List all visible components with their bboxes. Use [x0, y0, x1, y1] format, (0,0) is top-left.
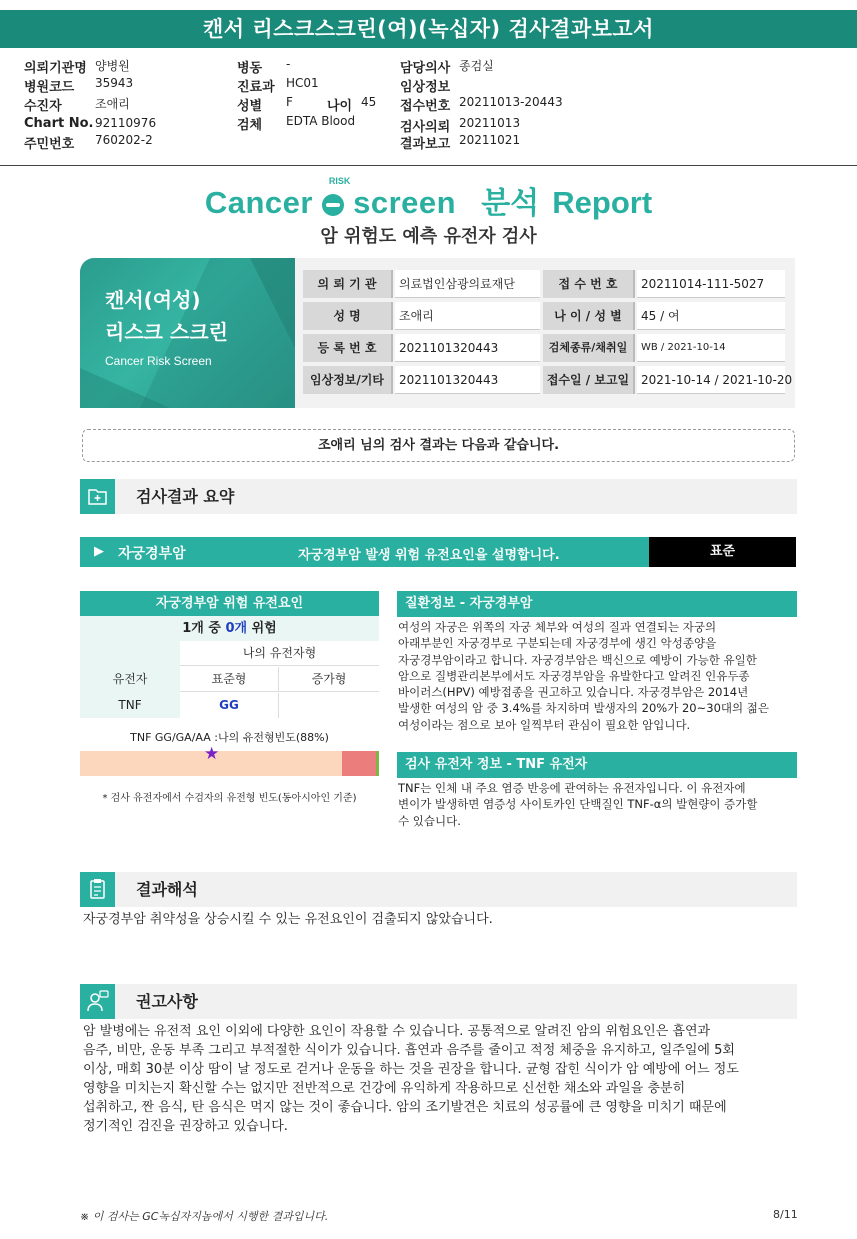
- disease-info-text: [398, 619, 798, 733]
- header-label: 의뢰기관명: [24, 61, 87, 76]
- header-value: 20211021: [459, 133, 521, 147]
- gene-header: 유전자: [80, 667, 180, 692]
- doctor-chat-icon: [80, 984, 115, 1019]
- greeting-box: 조애리 님의 검사 결과는 다음과 같습니다.: [82, 429, 795, 462]
- text-line: 변이가 발생하면 염증성 사이토카인 단백질인 TNF-α의 발현량이 증가할: [398, 797, 758, 812]
- header-value: F: [286, 95, 293, 109]
- card-title-line1: 캔서(여성): [105, 288, 201, 312]
- text-line: 발생한 여성의 암 중 3.4%를 차지하며 발생자의 20%가 20~30대의 젊은: [398, 701, 769, 716]
- genotype-header: 나의 유전자형: [180, 641, 379, 666]
- gene-info-title: 검사 유전자 정보 - TNF 유전자: [397, 752, 797, 778]
- text-line: TNF는 인체 내 주요 염증 반응에 관여하는 유전자입니다. 이 유전자에: [398, 781, 746, 795]
- text-line: 여성의 자궁은 위쪽의 자궁 체부와 여성의 질과 연결되는 자궁의: [398, 620, 717, 634]
- header-value: EDTA Blood: [286, 114, 356, 128]
- gene-name: TNF: [80, 693, 180, 718]
- risk-table-title: 자궁경부암 위험 유전요인: [80, 591, 379, 616]
- text-line: 여성이라는 점으로 보아 일찍부터 관심이 필요한 암입니다.: [398, 717, 691, 732]
- patient-value: 2021101320443: [395, 366, 540, 394]
- subtitle: 암 위험도 예측 유전자 검사: [320, 226, 537, 247]
- logo-screen: screen: [353, 185, 457, 220]
- header-value: 양병원: [95, 59, 130, 73]
- header-value: 20211013-20443: [459, 95, 563, 109]
- header-label: 검체: [237, 118, 263, 133]
- patient-label: 등 록 번 호: [303, 334, 393, 362]
- patient-label: 의 뢰 기 관: [303, 270, 393, 298]
- patient-value: WB / 2021-10-14: [637, 334, 785, 362]
- patient-label: 임상정보/기타: [303, 366, 393, 394]
- header-label: 결과보고: [400, 137, 451, 152]
- interpretation-header: [80, 872, 797, 907]
- disease-name: 자궁경부암: [118, 546, 186, 562]
- text-line: 정기적인 검진을 권장하고 있습니다.: [83, 1119, 288, 1134]
- logo-mark-icon: [322, 194, 344, 216]
- interpretation-text: 자궁경부암 취약성을 상승시킬 수 있는 유전요인이 검출되지 않았습니다.: [83, 912, 493, 927]
- text-line: 이상, 매회 30분 이상 땀이 날 정도로 걷거나 운동을 하는 것을 권장을 합니다. 균형 잡힌 식이가 암 예방에 어느 정도: [83, 1062, 739, 1077]
- increased-value: [279, 693, 379, 718]
- patient-info-table: [295, 258, 795, 408]
- header-label: 담당의사: [400, 61, 451, 76]
- standard-header: 표준형: [180, 667, 279, 692]
- recommendation-text: [83, 1022, 803, 1136]
- risk-count-suffix: 위험: [251, 621, 277, 636]
- header-label: 임상정보: [400, 80, 451, 95]
- disease-info-title: 질환정보 - 자궁경부암: [397, 591, 797, 617]
- header-value: 종검실: [459, 59, 494, 73]
- header-label: 병동: [237, 61, 263, 76]
- text-line: 암 발병에는 유전적 요인 이외에 다양한 요인이 작용할 수 있습니다. 공통적으로 알려진 암의 위험요인은 흡연과: [83, 1024, 711, 1039]
- risk-count-value: 0개: [225, 621, 248, 636]
- freq-bar: [80, 744, 379, 776]
- patient-label: 접 수 번 호: [543, 270, 635, 298]
- patient-value: 20211014-111-5027: [637, 270, 785, 298]
- risk-count-prefix: 1개 중: [182, 621, 221, 636]
- text-line: 수 있습니다.: [398, 813, 461, 828]
- age-label: 나이: [327, 99, 353, 114]
- test-card: [80, 258, 295, 408]
- header-label: 성별: [237, 99, 263, 114]
- text-line: 아래부분인 자궁경부로 구분되는데 자궁경부에 생긴 악성종양을: [398, 636, 717, 651]
- patient-label: 접수일 / 보고일: [543, 366, 635, 394]
- footer-note: ※ 이 검사는 GC녹십자지놈에서 시행한 결과입니다.: [80, 1210, 329, 1223]
- patient-value: 조애리: [395, 302, 540, 330]
- card-title-line2: 리스크 스크린: [105, 320, 228, 344]
- recommendation-title: 권고사항: [136, 992, 198, 1011]
- text-line: 섭취하고, 짠 음식, 탄 음식은 먹지 않는 것이 좋습니다. 암의 조기발견은 치료의 성공률에 큰 영향을 미치기 때문에: [83, 1100, 727, 1115]
- header-value: 92110976: [95, 116, 157, 130]
- text-line: 자궁경부암이라고 합니다. 자궁경부암은 백신으로 예방이 가능한 유일한: [398, 652, 757, 667]
- disease-description: 자궁경부암 발생 위험 유전요인을 설명합니다.: [298, 548, 560, 563]
- play-icon: ▶: [94, 544, 104, 559]
- text-line: 음주, 비만, 운동 부족 그리고 부적절한 식이가 있습니다. 흡연과 음주를 줄이고 적정 체중을 유지하고, 일주일에 5회: [83, 1043, 735, 1058]
- header-label: 접수번호: [400, 99, 451, 114]
- summary-title: 검사결과 요약: [136, 487, 235, 506]
- logo-analysis: 분석: [481, 186, 540, 221]
- header-value: 35943: [95, 76, 134, 90]
- patient-label: 나 이 / 성 별: [543, 302, 635, 330]
- folder-plus-icon: [80, 479, 115, 514]
- logo-report: Report: [552, 185, 653, 220]
- freq-bar-risk-segment: [342, 751, 376, 776]
- header-label: 수진자: [24, 99, 62, 114]
- logo-risk: RISK: [328, 176, 351, 186]
- header-value: 760202-2: [95, 133, 153, 147]
- header-label: 진료과: [237, 80, 275, 95]
- patient-value: 2021101320443: [395, 334, 540, 362]
- logo-cancer: Cancer: [204, 185, 313, 220]
- summary-header: [80, 479, 797, 514]
- header-value: 20211013: [459, 116, 521, 130]
- header-label: 병원코드: [24, 80, 75, 95]
- header-info: [0, 52, 857, 166]
- patient-value: 의료법인삼광의료재단: [395, 270, 540, 298]
- text-line: 영향을 미치는지 확신할 수는 없지만 전반적으로 건강에 유익하게 작용하므로 신선한 채소와 과일을 충분히: [83, 1081, 686, 1096]
- header-label: Chart No.: [24, 116, 94, 131]
- freq-label: TNF GG/GA/AA :나의 유전형빈도(88%): [130, 731, 329, 744]
- page-number: 8/11: [773, 1208, 798, 1221]
- patient-value: 45 / 여: [637, 302, 785, 330]
- logo: [0, 178, 857, 222]
- gene-info-text: [398, 780, 798, 829]
- freq-bar-end-segment: [376, 751, 379, 776]
- risk-level-badge: 표준: [649, 537, 796, 567]
- header-value: -: [286, 57, 291, 71]
- interpretation-title: 결과해석: [136, 880, 198, 899]
- text-line: 바이러스(HPV) 예방접종을 권고하고 있습니다. 자궁경부암은 2014년: [398, 685, 749, 700]
- header-label: 주민번호: [24, 137, 75, 152]
- header-label: 검사의뢰: [400, 120, 451, 135]
- recommendation-header: [80, 984, 797, 1019]
- disease-bar: [80, 537, 649, 567]
- my-genotype-star-icon: ★: [204, 744, 220, 764]
- card-title-en: Cancer Risk Screen: [105, 354, 212, 368]
- header-value: HC01: [286, 76, 319, 90]
- risk-count: [80, 616, 379, 641]
- freq-note: * 검사 유전자에서 수검자의 유전형 빈도(동아시아인 기준): [102, 793, 357, 804]
- patient-value: 2021-10-14 / 2021-10-20: [637, 366, 785, 394]
- patient-label: 검체종류/채취일: [543, 334, 635, 362]
- clipboard-icon: [80, 872, 115, 907]
- genotype-value: GG: [180, 693, 279, 718]
- increased-header: 증가형: [279, 667, 379, 692]
- report-title: 캔서 리스크스크린(여)(녹십자) 검사결과보고서: [0, 10, 857, 48]
- text-line: 암으로 질병관리본부에서도 자궁경부암을 유발한다고 알려진 인유두종: [398, 668, 750, 683]
- header-value: 조애리: [95, 97, 130, 111]
- patient-label: 성 명: [303, 302, 393, 330]
- age-value: 45: [361, 95, 377, 109]
